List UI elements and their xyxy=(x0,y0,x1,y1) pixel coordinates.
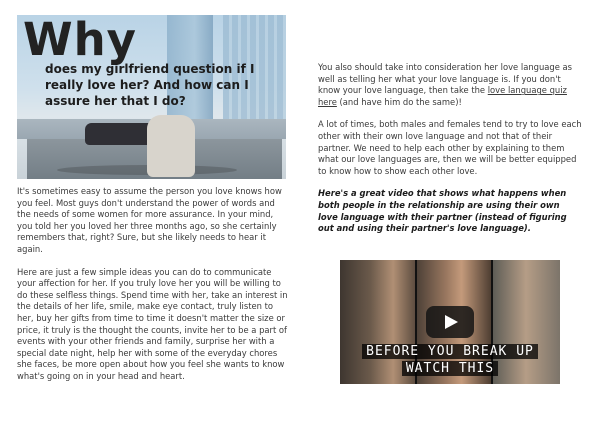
left-column-text xyxy=(17,186,288,394)
video-caption-text-2: WATCH THIS xyxy=(402,361,498,376)
video-caption-line-1 xyxy=(340,344,560,359)
right-paragraph-1 xyxy=(318,62,582,108)
play-button[interactable] xyxy=(426,306,474,338)
right-column-text xyxy=(318,62,582,246)
left-paragraph-1: It's sometimes easy to assume the person you love knows how you feel. Most guys don't understand the power of words and the needs of some women for more assurance. In your mind, you told her you loved her three months ago, so she certainly remembers that, right? Sure, but she likely needs to hear it again. xyxy=(17,186,282,254)
video-thumbnail[interactable] xyxy=(340,260,560,384)
hero-title-question: does my girlfriend question if I really love her? And how can I assure her that I do? xyxy=(45,62,255,108)
video-caption-text-1: BEFORE YOU BREAK UP xyxy=(362,344,538,359)
play-icon xyxy=(445,315,458,329)
left-paragraph-2: Here are just a few simple ideas you can do to communicate your affection for her. If you truly love her you will be willing to do these selfless things. Spend time with her, take an interest in the details of her life, smile, make eye contact, truly listen to her, buy her gifts from time to time it doesn't matter the size or price, it truly is the thought the counts, invite her to be a part of events with your other friends and family, surprise her with a special date night, help her with some of the everyday chores she faces, be more open about how you feel she wants to know what's going on in your head and heart. xyxy=(17,266,288,381)
hero-image xyxy=(17,15,286,179)
right-paragraph-1-tail: (and have him do the same)! xyxy=(336,96,462,107)
right-paragraph-2: A lot of times, both males and females tend to try to love each other with their own love language and not that of their partner. We need to help each other by explaining to them what our love languages are, then we will be better equipped to know how to show each other love. xyxy=(318,119,582,176)
hero-title-why: Why xyxy=(23,15,138,66)
love-language-quiz-link[interactable]: love language quiz here xyxy=(318,85,567,107)
video-caption-line-2 xyxy=(340,361,560,376)
right-paragraph-3-emphasis: Here's a great video that shows what happens when both people in the relationship are using their own love language with their partner (instead of figuring out and using their partner's love language). xyxy=(318,188,567,234)
sitting-person xyxy=(147,115,195,177)
right-paragraph-1-text: You also should take into consideration her love language as well as telling her what your love language is. If you don't know your love language, then take the xyxy=(318,62,573,96)
